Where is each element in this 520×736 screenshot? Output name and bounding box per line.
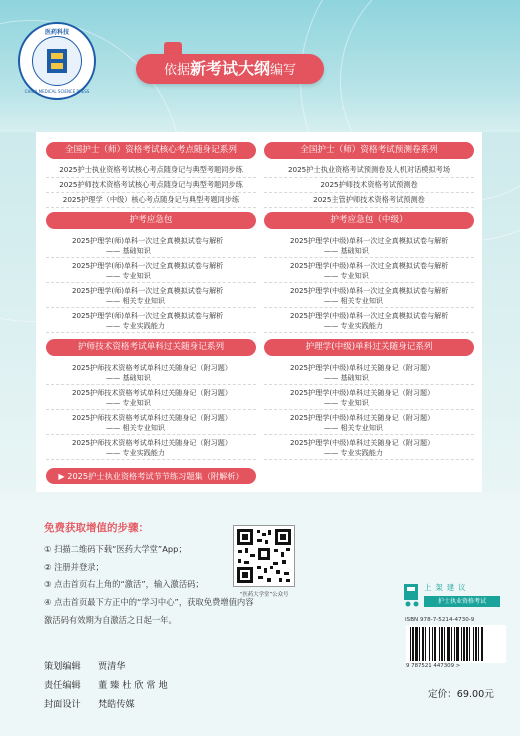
credit-role: 责任编辑 bbox=[44, 680, 81, 691]
book-title: 2025护理学(中级)单科一次过全真模拟试卷与解析 bbox=[290, 236, 449, 245]
book-subject: —— 基础知识 bbox=[324, 373, 369, 382]
book-entry bbox=[264, 283, 474, 308]
section-header: 护理学(中级)单科过关随身记系列 bbox=[264, 339, 474, 356]
book-title: 2025护理学(中级)单科过关随身记（附习题） bbox=[290, 438, 435, 447]
qr-code[interactable] bbox=[233, 525, 295, 587]
step-4: ④ 点击首页最下方正中的“学习中心”，获取免费增值内容 bbox=[44, 597, 254, 607]
book-title: 2025护理学(师)单科一次过全真模拟试卷与解析 bbox=[72, 311, 224, 320]
book-subject: —— 专业知识 bbox=[106, 271, 151, 280]
book-title: 2025护师技术资格考试单科过关随身记（附习题） bbox=[72, 388, 232, 397]
credit-line bbox=[44, 696, 135, 710]
book-entry bbox=[46, 410, 256, 435]
book-title: 2025护理学(师)单科一次过全真模拟试卷与解析 bbox=[72, 236, 224, 245]
series-section bbox=[46, 212, 256, 333]
book-icon bbox=[33, 37, 81, 85]
book-subject: —— 基础知识 bbox=[106, 373, 151, 382]
book-title: 2025护理学(中级)单科过关随身记（附习题） bbox=[290, 388, 435, 397]
shelf-label: 上架建议 bbox=[424, 583, 470, 592]
book-title: 2025护理学(中级)单科过关随身记（附习题） bbox=[290, 413, 435, 422]
book-subject: —— 相关专业知识 bbox=[106, 296, 166, 305]
isbn-text: ISBN 978-7-5214-4730-9 bbox=[405, 617, 475, 623]
book-title: 2025护理学(师)单科一次过全真模拟试卷与解析 bbox=[72, 286, 224, 295]
shelf-cart-icon bbox=[402, 582, 422, 608]
series-panel bbox=[36, 132, 482, 492]
series-section bbox=[264, 339, 474, 460]
book-entry bbox=[264, 410, 474, 435]
credit-name: 梵皓传媒 bbox=[98, 699, 135, 710]
series-section bbox=[264, 212, 474, 333]
book-entry bbox=[46, 360, 256, 385]
step-1: ① 扫描二维码下载“医药大学堂”App； bbox=[44, 544, 187, 554]
banner-prefix: 依据 bbox=[163, 63, 190, 78]
credit-name: 董 臻 杜 欣 常 地 bbox=[98, 680, 168, 691]
book-entry bbox=[264, 435, 474, 460]
credit-name: 贾清华 bbox=[98, 661, 126, 672]
book-title: 2025护师技术资格考试核心考点随身记与典型考题同步练 bbox=[46, 178, 256, 193]
book-title: 2025护师技术资格考试单科过关随身记（附习题） bbox=[72, 363, 232, 372]
exercise-set-bar: ▶ 2025护士执业资格考试节节练习题集（附解析） bbox=[46, 468, 256, 484]
book-title: 2025护理学(中级)单科过关随身记（附习题） bbox=[290, 363, 435, 372]
book-entry bbox=[46, 385, 256, 410]
book-subject: —— 专业实践能力 bbox=[324, 448, 384, 457]
section-header: 护考应急包（中级） bbox=[264, 212, 474, 229]
step-5: 激活码有效期为自激活之日起一年。 bbox=[44, 615, 177, 625]
shelf-category: 护士执业资格考试 bbox=[424, 596, 500, 607]
book-entry bbox=[46, 258, 256, 283]
book-title: 2025护师技术资格考试预测卷 bbox=[264, 178, 474, 193]
book-title: 2025护士执业资格考试核心考点随身记与典型考题同步练 bbox=[46, 163, 256, 178]
section-header: 护考应急包 bbox=[46, 212, 256, 229]
publisher-logo bbox=[18, 22, 96, 100]
qr-code-icon bbox=[234, 526, 294, 586]
banner-highlight: 新考试大纲 bbox=[189, 59, 270, 78]
shelf-suggestion bbox=[402, 580, 500, 610]
book-entry bbox=[46, 283, 256, 308]
section-header: 全国护士（师）资格考试预测卷系列 bbox=[264, 142, 474, 159]
section-header: 全国护士（师）资格考试核心考点随身记系列 bbox=[46, 142, 256, 159]
barcode-number: 9 787521 447309 > bbox=[406, 663, 461, 669]
step-2: ② 注册并登录； bbox=[44, 562, 104, 572]
book-entry bbox=[46, 233, 256, 258]
credit-role: 策划编辑 bbox=[44, 661, 81, 672]
book-subject: —— 专业实践能力 bbox=[106, 448, 166, 457]
publisher-logo-text: 医药科技 bbox=[44, 29, 69, 36]
credit-role: 封面设计 bbox=[44, 699, 81, 710]
book-entry bbox=[264, 258, 474, 283]
credit-line bbox=[44, 677, 168, 691]
book-entry bbox=[46, 435, 256, 460]
step-3: ③ 点击首页右上角的“激活”，输入激活码； bbox=[44, 579, 204, 589]
book-entry bbox=[264, 385, 474, 410]
book-title: 2025护师技术资格考试单科过关随身记（附习题） bbox=[72, 413, 232, 422]
series-section bbox=[46, 142, 256, 208]
banner-suffix: 编写 bbox=[270, 63, 297, 78]
book-entry bbox=[264, 308, 474, 333]
book-subject: —— 相关专业知识 bbox=[324, 423, 384, 432]
book-entry bbox=[46, 308, 256, 333]
book-title: 2025护士执业资格考试预测卷及人机对话模拟考场 bbox=[264, 163, 474, 178]
book-title: 2025护理学(中级)单科一次过全真模拟试卷与解析 bbox=[290, 261, 449, 270]
book-subject: —— 相关专业知识 bbox=[106, 423, 166, 432]
book-subject: —— 专业知识 bbox=[324, 398, 369, 407]
book-title: 2025护理学(中级)单科一次过全真模拟试卷与解析 bbox=[290, 286, 449, 295]
book-subject: —— 专业知识 bbox=[106, 398, 151, 407]
price: 定价：69.00元 bbox=[428, 689, 494, 700]
book-title: 2025护理学(师)单科一次过全真模拟试卷与解析 bbox=[72, 261, 224, 270]
series-section bbox=[264, 142, 474, 208]
book-title: 2025护师技术资格考试单科过关随身记（附习题） bbox=[72, 438, 232, 447]
publisher-logo-subtext: CHINA MEDICAL SCIENCE PRESS bbox=[24, 89, 90, 94]
section-header: 护师技术资格考试单科过关随身记系列 bbox=[46, 339, 256, 356]
book-entry bbox=[264, 360, 474, 385]
book-subject: —— 专业实践能力 bbox=[324, 321, 384, 330]
steps-title: 免费获取增值的步骤： bbox=[44, 522, 149, 534]
credit-line bbox=[44, 658, 126, 672]
barcode-icon bbox=[406, 625, 506, 663]
series-section bbox=[46, 339, 256, 460]
book-title: 2025护理学（中级）核心考点随身记与典型考题同步练 bbox=[46, 193, 256, 208]
book-title: 2025主管护师技术资格考试预测卷 bbox=[264, 193, 474, 208]
book-subject: —— 专业知识 bbox=[324, 271, 369, 280]
book-subject: —— 基础知识 bbox=[106, 246, 151, 255]
book-subject: —— 相关专业知识 bbox=[324, 296, 384, 305]
book-entry bbox=[264, 233, 474, 258]
book-title: 2025护理学(中级)单科一次过全真模拟试卷与解析 bbox=[290, 311, 449, 320]
qr-caption: “医药大学堂”公众号 bbox=[239, 592, 289, 598]
book-subject: —— 专业实践能力 bbox=[106, 321, 166, 330]
barcode bbox=[406, 625, 506, 663]
syllabus-banner bbox=[136, 54, 324, 84]
book-subject: —— 基础知识 bbox=[324, 246, 369, 255]
publisher-logo-emblem bbox=[32, 36, 82, 86]
